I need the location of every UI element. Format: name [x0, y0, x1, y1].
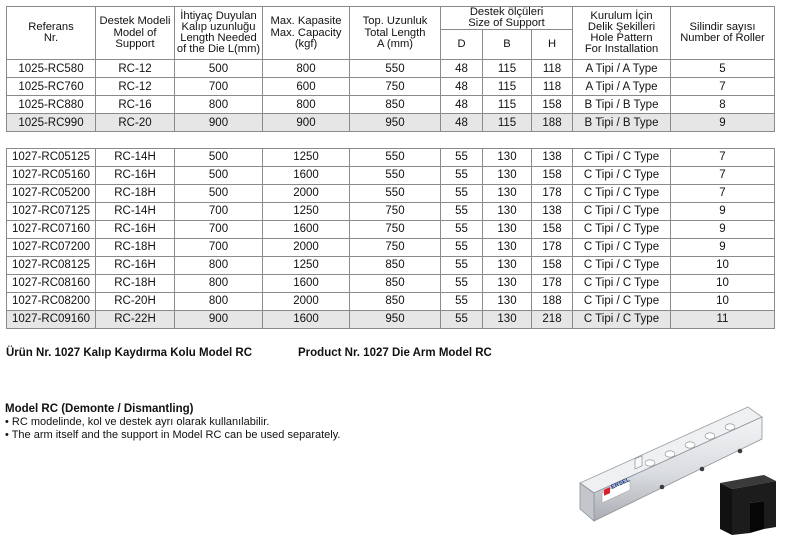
- cell-d: 48: [441, 96, 483, 114]
- cell-b: 130: [483, 167, 532, 185]
- cell-b: 115: [483, 96, 532, 114]
- cell-total: 750: [350, 78, 441, 96]
- table-1025-body: [7, 60, 775, 132]
- cell-capacity: 2000: [263, 239, 350, 257]
- cell-h: 158: [532, 167, 573, 185]
- cell-length: 700: [175, 221, 263, 239]
- cell-total: 850: [350, 96, 441, 114]
- table-row: [7, 167, 775, 185]
- cell-h: 178: [532, 275, 573, 293]
- cell-total: 850: [350, 275, 441, 293]
- cell-model: RC-12: [96, 60, 175, 78]
- cell-d: 55: [441, 185, 483, 203]
- cell-pattern: A Tipi / A Type: [573, 78, 671, 96]
- cell-model: RC-16H: [96, 221, 175, 239]
- cell-length: 500: [175, 149, 263, 167]
- cell-length: 500: [175, 167, 263, 185]
- cell-model: RC-14H: [96, 149, 175, 167]
- cell-rollers: 7: [671, 167, 775, 185]
- col-model-header: Destek Modeli Model of Support: [96, 7, 175, 60]
- cell-length: 700: [175, 203, 263, 221]
- table-1027-body: [7, 149, 775, 329]
- cell-capacity: 1600: [263, 221, 350, 239]
- cell-ref: 1027-RC09160: [7, 311, 96, 329]
- cell-model: RC-16H: [96, 167, 175, 185]
- cell-ref: 1027-RC05200: [7, 185, 96, 203]
- cell-d: 55: [441, 203, 483, 221]
- cell-model: RC-16H: [96, 257, 175, 275]
- cell-h: 118: [532, 60, 573, 78]
- cell-pattern: C Tipi / C Type: [573, 185, 671, 203]
- cell-capacity: 2000: [263, 185, 350, 203]
- cell-pattern: B Tipi / B Type: [573, 96, 671, 114]
- table-row: [7, 60, 775, 78]
- cell-total: 950: [350, 114, 441, 132]
- cell-ref: 1027-RC08125: [7, 257, 96, 275]
- col-b-header: B: [483, 30, 532, 60]
- cell-model: RC-18H: [96, 239, 175, 257]
- cell-pattern: C Tipi / C Type: [573, 221, 671, 239]
- cell-capacity: 1250: [263, 149, 350, 167]
- cell-model: RC-18H: [96, 275, 175, 293]
- cell-total: 750: [350, 221, 441, 239]
- caption-turkish: Ürün Nr. 1027 Kalıp Kaydırma Kolu Model RC: [6, 347, 253, 359]
- cell-length: 700: [175, 78, 263, 96]
- cell-ref: 1027-RC07160: [7, 221, 96, 239]
- cell-ref: 1025-RC580: [7, 60, 96, 78]
- cell-rollers: 7: [671, 185, 775, 203]
- cell-length: 500: [175, 60, 263, 78]
- cell-ref: 1027-RC07125: [7, 203, 96, 221]
- cell-capacity: 1600: [263, 311, 350, 329]
- spec-table-1027: [6, 148, 775, 329]
- cell-capacity: 800: [263, 96, 350, 114]
- header-row: [7, 7, 775, 30]
- notes-title: Model RC (Demonte / Dismantling): [5, 403, 194, 415]
- table-row: [7, 293, 775, 311]
- cell-capacity: 2000: [263, 293, 350, 311]
- col-length-header: İhtiyaç Duyulan Kalıp uzunluğu Length Needed of the Die L(mm): [175, 7, 263, 60]
- cell-b: 130: [483, 185, 532, 203]
- cell-model: RC-16: [96, 96, 175, 114]
- table-row: [7, 185, 775, 203]
- cell-b: 130: [483, 257, 532, 275]
- cell-rollers: 9: [671, 239, 775, 257]
- cell-capacity: 1250: [263, 203, 350, 221]
- cell-length: 800: [175, 275, 263, 293]
- cell-b: 130: [483, 311, 532, 329]
- cell-total: 550: [350, 60, 441, 78]
- cell-model: RC-22H: [96, 311, 175, 329]
- cell-b: 130: [483, 293, 532, 311]
- cell-d: 55: [441, 257, 483, 275]
- notes-section: [5, 403, 340, 442]
- table-row: [7, 311, 775, 329]
- cell-pattern: C Tipi / C Type: [573, 203, 671, 221]
- cell-pattern: C Tipi / C Type: [573, 257, 671, 275]
- cell-length: 900: [175, 311, 263, 329]
- col-ref-header: Referans Nr.: [7, 7, 96, 60]
- cell-length: 700: [175, 239, 263, 257]
- col-dimensions-header: Destek ölçüleri Size of Support: [441, 7, 573, 30]
- cell-h: 188: [532, 293, 573, 311]
- cell-h: 138: [532, 203, 573, 221]
- cell-d: 48: [441, 114, 483, 132]
- col-h-header: H: [532, 30, 573, 60]
- cell-pattern: C Tipi / C Type: [573, 167, 671, 185]
- table-row: [7, 149, 775, 167]
- cell-model: RC-14H: [96, 203, 175, 221]
- cell-capacity: 1250: [263, 257, 350, 275]
- table-row: [7, 114, 775, 132]
- cell-length: 500: [175, 185, 263, 203]
- cell-d: 55: [441, 293, 483, 311]
- cell-h: 178: [532, 185, 573, 203]
- col-hole-pattern-header: Kurulum İçin Delik Şekilleri Hole Pattern For Installation: [573, 7, 671, 60]
- table-row: [7, 78, 775, 96]
- cell-pattern: C Tipi / C Type: [573, 311, 671, 329]
- spec-table-1025: [6, 6, 775, 132]
- cell-h: 118: [532, 78, 573, 96]
- cell-d: 55: [441, 167, 483, 185]
- cell-length: 900: [175, 114, 263, 132]
- col-total-length-header: Top. Uzunluk Total Length A (mm): [350, 7, 441, 60]
- cell-rollers: 10: [671, 293, 775, 311]
- cell-rollers: 7: [671, 78, 775, 96]
- table-row: [7, 239, 775, 257]
- cell-h: 218: [532, 311, 573, 329]
- cell-rollers: 9: [671, 114, 775, 132]
- cell-ref: 1027-RC08160: [7, 275, 96, 293]
- cell-h: 138: [532, 149, 573, 167]
- cell-ref: 1027-RC05125: [7, 149, 96, 167]
- support-block: [720, 475, 776, 535]
- cell-rollers: 9: [671, 221, 775, 239]
- cell-total: 550: [350, 149, 441, 167]
- cell-pattern: C Tipi / C Type: [573, 239, 671, 257]
- table-row: [7, 221, 775, 239]
- cell-rollers: 7: [671, 149, 775, 167]
- col-d-header: D: [441, 30, 483, 60]
- cell-b: 130: [483, 275, 532, 293]
- cell-d: 55: [441, 149, 483, 167]
- cell-capacity: 900: [263, 114, 350, 132]
- notes-line-2: • The arm itself and the support in Model RC can be used separately.: [5, 429, 341, 441]
- table-row: [7, 275, 775, 293]
- cell-b: 115: [483, 78, 532, 96]
- cell-b: 130: [483, 221, 532, 239]
- cell-rollers: 10: [671, 275, 775, 293]
- cell-d: 55: [441, 221, 483, 239]
- cell-h: 188: [532, 114, 573, 132]
- cell-total: 850: [350, 293, 441, 311]
- cell-d: 55: [441, 275, 483, 293]
- cell-d: 48: [441, 78, 483, 96]
- cell-d: 55: [441, 239, 483, 257]
- caption-english: Product Nr. 1027 Die Arm Model RC: [298, 347, 492, 359]
- cell-model: RC-18H: [96, 185, 175, 203]
- table-row: [7, 203, 775, 221]
- cell-rollers: 8: [671, 96, 775, 114]
- cell-pattern: C Tipi / C Type: [573, 149, 671, 167]
- cell-h: 158: [532, 96, 573, 114]
- cell-b: 115: [483, 60, 532, 78]
- cell-rollers: 9: [671, 203, 775, 221]
- cell-pattern: C Tipi / C Type: [573, 293, 671, 311]
- cell-pattern: B Tipi / B Type: [573, 114, 671, 132]
- cell-h: 178: [532, 239, 573, 257]
- cell-rollers: 11: [671, 311, 775, 329]
- cell-capacity: 1600: [263, 275, 350, 293]
- cell-rollers: 5: [671, 60, 775, 78]
- cell-total: 950: [350, 311, 441, 329]
- cell-total: 750: [350, 203, 441, 221]
- cell-ref: 1027-RC08200: [7, 293, 96, 311]
- col-rollers-header: Silindir sayısı Number of Roller: [671, 7, 775, 60]
- cell-length: 800: [175, 96, 263, 114]
- cell-b: 130: [483, 239, 532, 257]
- cell-capacity: 600: [263, 78, 350, 96]
- cell-length: 800: [175, 257, 263, 275]
- cell-model: RC-12: [96, 78, 175, 96]
- cell-ref: 1027-RC05160: [7, 167, 96, 185]
- cell-capacity: 800: [263, 60, 350, 78]
- cell-capacity: 1600: [263, 167, 350, 185]
- table-row: [7, 96, 775, 114]
- cell-pattern: A Tipi / A Type: [573, 60, 671, 78]
- cell-d: 55: [441, 311, 483, 329]
- brand-label: ERSEL: [610, 477, 632, 491]
- cell-total: 550: [350, 167, 441, 185]
- cell-d: 48: [441, 60, 483, 78]
- cell-length: 800: [175, 293, 263, 311]
- notes-line-1: • RC modelinde, kol ve destek ayrı olarak kullanılabilir.: [5, 416, 270, 428]
- cell-rollers: 10: [671, 257, 775, 275]
- product-photo: [572, 405, 782, 537]
- cell-total: 850: [350, 257, 441, 275]
- cell-total: 550: [350, 185, 441, 203]
- cell-ref: 1027-RC07200: [7, 239, 96, 257]
- table-row: [7, 257, 775, 275]
- cell-h: 158: [532, 257, 573, 275]
- cell-pattern: C Tipi / C Type: [573, 275, 671, 293]
- cell-ref: 1025-RC760: [7, 78, 96, 96]
- col-capacity-header: Max. Kapasite Max. Capacity (kgf): [263, 7, 350, 60]
- cell-b: 130: [483, 149, 532, 167]
- cell-model: RC-20: [96, 114, 175, 132]
- cell-h: 158: [532, 221, 573, 239]
- cell-ref: 1025-RC880: [7, 96, 96, 114]
- cell-b: 115: [483, 114, 532, 132]
- cell-b: 130: [483, 203, 532, 221]
- cell-model: RC-20H: [96, 293, 175, 311]
- cell-total: 750: [350, 239, 441, 257]
- cell-ref: 1025-RC990: [7, 114, 96, 132]
